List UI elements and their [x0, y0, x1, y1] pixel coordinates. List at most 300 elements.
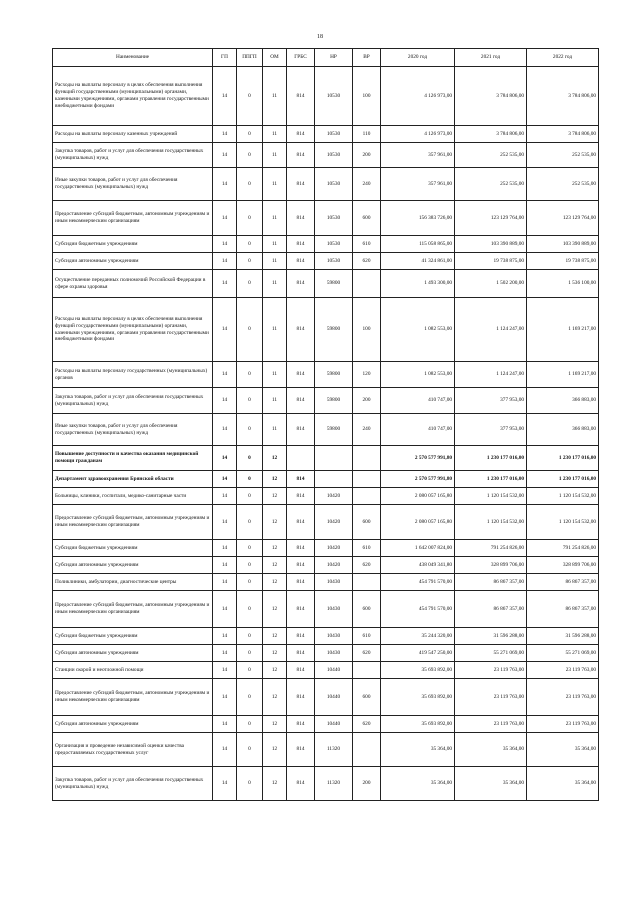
cell-vr: 600: [353, 505, 381, 540]
cell-2020: 115 058 865,00: [381, 236, 455, 253]
cell-om: 12: [263, 557, 287, 574]
cell-vr: [353, 471, 381, 488]
cell-2021: 1 502 200,00: [455, 270, 527, 298]
cell-2021: 23 119 763,00: [455, 679, 527, 716]
cell-2021: 123 129 764,00: [455, 201, 527, 236]
cell-grbs: 814: [287, 201, 315, 236]
cell-2021: 3 784 806,00: [455, 67, 527, 126]
table-row: [53, 201, 599, 236]
cell-ppgp: 0: [237, 270, 263, 298]
cell-2022: 252 535,00: [527, 143, 599, 168]
cell-2022: 366 883,00: [527, 388, 599, 414]
cell-name: Субсидии автономным учреждениям: [53, 557, 213, 574]
table-body: [53, 67, 599, 801]
cell-grbs: 814: [287, 716, 315, 733]
cell-name: Закупка товаров, работ и услуг для обеспечения государственных (муниципальных) нужд: [53, 388, 213, 414]
cell-vr: 620: [353, 645, 381, 662]
table-row: [53, 716, 599, 733]
cell-om: 11: [263, 253, 287, 270]
cell-2020: 35 364,00: [381, 767, 455, 801]
cell-grbs: 814: [287, 253, 315, 270]
cell-name: Иные закупки товаров, работ и услуг для обеспечения государственных (муниципальных) нужд: [53, 168, 213, 201]
col-header-2021: 2021 год: [455, 49, 527, 67]
col-header-2020: 2020 год: [381, 49, 455, 67]
cell-om: 12: [263, 767, 287, 801]
cell-2020: 4 126 973,00: [381, 126, 455, 143]
cell-om: 12: [263, 645, 287, 662]
cell-2020: 1 493 300,00: [381, 270, 455, 298]
cell-2020: 454 791 570,00: [381, 591, 455, 628]
cell-vr: 100: [353, 298, 381, 362]
cell-name: Организация и проведение независимой оценки качества предоставляемых государственных услуг: [53, 733, 213, 767]
cell-gp: 14: [213, 591, 237, 628]
cell-ppgp: 0: [237, 574, 263, 591]
cell-2022: 3 784 806,00: [527, 126, 599, 143]
cell-2021: 31 596 288,00: [455, 628, 527, 645]
cell-gp: 14: [213, 557, 237, 574]
cell-gp: 14: [213, 645, 237, 662]
cell-nr: 10430: [315, 591, 353, 628]
cell-2022: 123 129 764,00: [527, 201, 599, 236]
cell-2021: 86 867 357,00: [455, 591, 527, 628]
cell-om: 11: [263, 362, 287, 388]
cell-2021: 55 271 069,00: [455, 645, 527, 662]
cell-gp: 14: [213, 126, 237, 143]
cell-name: Закупка товаров, работ и услуг для обеспечения государственных (муниципальных) нужд: [53, 143, 213, 168]
cell-vr: 240: [353, 168, 381, 201]
table-row: [53, 388, 599, 414]
cell-2022: 35 364,00: [527, 767, 599, 801]
table-row: [53, 126, 599, 143]
cell-2020: 438 049 341,80: [381, 557, 455, 574]
table-row: [53, 505, 599, 540]
cell-ppgp: 0: [237, 414, 263, 446]
cell-vr: 610: [353, 236, 381, 253]
table-row: [53, 767, 599, 801]
table-row: [53, 540, 599, 557]
table-row: [53, 574, 599, 591]
cell-nr: 11320: [315, 733, 353, 767]
cell-om: 12: [263, 505, 287, 540]
cell-om: 11: [263, 143, 287, 168]
cell-vr: 600: [353, 679, 381, 716]
cell-om: 12: [263, 591, 287, 628]
cell-om: 12: [263, 662, 287, 679]
col-header-gp: ГП: [213, 49, 237, 67]
cell-gp: 14: [213, 201, 237, 236]
cell-name: Субсидии бюджетным учреждениям: [53, 236, 213, 253]
cell-ppgp: 0: [237, 557, 263, 574]
cell-name: Субсидии бюджетным учреждениям: [53, 540, 213, 557]
cell-ppgp: 0: [237, 446, 263, 471]
col-header-nr: НР: [315, 49, 353, 67]
cell-2020: 35 693 892,00: [381, 716, 455, 733]
cell-om: 11: [263, 388, 287, 414]
col-header-ppgp: ППГП: [237, 49, 263, 67]
table-row: [53, 298, 599, 362]
cell-2020: 2 570 577 991,80: [381, 446, 455, 471]
cell-grbs: 814: [287, 679, 315, 716]
cell-nr: 10530: [315, 236, 353, 253]
cell-om: 11: [263, 67, 287, 126]
cell-gp: 14: [213, 414, 237, 446]
cell-2021: 23 119 763,00: [455, 662, 527, 679]
budget-table: [52, 48, 599, 801]
cell-name: Субсидии автономным учреждениям: [53, 253, 213, 270]
cell-nr: 10440: [315, 716, 353, 733]
cell-om: 11: [263, 236, 287, 253]
cell-nr: 59800: [315, 270, 353, 298]
cell-gp: 14: [213, 298, 237, 362]
cell-2022: 1 230 177 016,00: [527, 446, 599, 471]
cell-2021: 1 124 247,00: [455, 298, 527, 362]
cell-gp: 14: [213, 270, 237, 298]
cell-2022: 35 364,00: [527, 733, 599, 767]
cell-grbs: 814: [287, 733, 315, 767]
cell-ppgp: 0: [237, 591, 263, 628]
cell-ppgp: 0: [237, 471, 263, 488]
cell-vr: 120: [353, 362, 381, 388]
cell-2021: 35 364,00: [455, 767, 527, 801]
cell-gp: 14: [213, 574, 237, 591]
cell-grbs: 814: [287, 645, 315, 662]
cell-2021: 23 119 763,00: [455, 716, 527, 733]
cell-2022: 3 784 806,00: [527, 67, 599, 126]
cell-name: Станции скорой и неотложной помощи: [53, 662, 213, 679]
cell-vr: 200: [353, 143, 381, 168]
cell-2022: 1 120 154 532,00: [527, 488, 599, 505]
cell-name: Иные закупки товаров, работ и услуг для обеспечения государственных (муниципальных) нужд: [53, 414, 213, 446]
cell-name: Субсидии автономным учреждениям: [53, 645, 213, 662]
cell-2021: 1 230 177 016,00: [455, 471, 527, 488]
cell-om: 12: [263, 733, 287, 767]
cell-grbs: 814: [287, 591, 315, 628]
cell-gp: 14: [213, 236, 237, 253]
cell-ppgp: 0: [237, 662, 263, 679]
table-row: [53, 253, 599, 270]
cell-nr: 10530: [315, 201, 353, 236]
cell-name: Предоставление субсидий бюджетным, автономным учреждениям и иным некоммерческим организациям: [53, 679, 213, 716]
cell-nr: 59800: [315, 388, 353, 414]
cell-nr: 10530: [315, 126, 353, 143]
cell-2021: 791 254 826,00: [455, 540, 527, 557]
cell-gp: 14: [213, 143, 237, 168]
col-header-vr: ВР: [353, 49, 381, 67]
cell-2021: 1 124 247,00: [455, 362, 527, 388]
cell-2022: 328 899 706,00: [527, 557, 599, 574]
cell-gp: 14: [213, 628, 237, 645]
table-header-row: [53, 49, 599, 67]
cell-2020: 2 570 577 991,80: [381, 471, 455, 488]
cell-om: 11: [263, 168, 287, 201]
cell-2022: 1 536 100,00: [527, 270, 599, 298]
cell-2020: 35 693 892,00: [381, 662, 455, 679]
cell-grbs: 814: [287, 414, 315, 446]
cell-2021: 328 899 706,00: [455, 557, 527, 574]
cell-vr: 240: [353, 414, 381, 446]
cell-vr: 110: [353, 126, 381, 143]
cell-2022: 1 169 217,00: [527, 298, 599, 362]
cell-nr: 11320: [315, 767, 353, 801]
cell-grbs: 814: [287, 298, 315, 362]
cell-ppgp: 0: [237, 488, 263, 505]
cell-2020: 419 547 250,00: [381, 645, 455, 662]
cell-vr: 200: [353, 388, 381, 414]
cell-gp: 14: [213, 540, 237, 557]
cell-2022: 103 390 889,00: [527, 236, 599, 253]
cell-2020: 454 791 570,00: [381, 574, 455, 591]
cell-ppgp: 0: [237, 628, 263, 645]
col-header-om: ОМ: [263, 49, 287, 67]
cell-2020: 2 080 057 165,80: [381, 488, 455, 505]
cell-2022: 86 867 357,00: [527, 591, 599, 628]
cell-gp: 14: [213, 488, 237, 505]
cell-nr: 59800: [315, 298, 353, 362]
cell-grbs: 814: [287, 67, 315, 126]
cell-2021: 252 535,00: [455, 168, 527, 201]
table-row: [53, 488, 599, 505]
cell-grbs: 814: [287, 236, 315, 253]
cell-nr: 10420: [315, 488, 353, 505]
cell-ppgp: 0: [237, 645, 263, 662]
cell-nr: 10440: [315, 662, 353, 679]
cell-2020: 2 080 057 165,80: [381, 505, 455, 540]
cell-2022: 31 596 288,00: [527, 628, 599, 645]
cell-ppgp: 0: [237, 168, 263, 201]
cell-2021: 35 364,00: [455, 733, 527, 767]
cell-grbs: 814: [287, 362, 315, 388]
cell-2022: 55 271 069,00: [527, 645, 599, 662]
cell-gp: 14: [213, 662, 237, 679]
cell-vr: 620: [353, 716, 381, 733]
cell-nr: 10530: [315, 253, 353, 270]
cell-grbs: 814: [287, 628, 315, 645]
cell-nr: 10440: [315, 679, 353, 716]
col-header-2022: 2022 год: [527, 49, 599, 67]
cell-name: Больницы, клиники, госпитали, медико-санитарные части: [53, 488, 213, 505]
cell-vr: 200: [353, 767, 381, 801]
cell-om: 12: [263, 679, 287, 716]
table-row: [53, 446, 599, 471]
cell-2020: 410 747,00: [381, 414, 455, 446]
cell-om: 11: [263, 270, 287, 298]
cell-2022: 1 169 217,00: [527, 362, 599, 388]
cell-gp: 14: [213, 505, 237, 540]
cell-2022: 19 738 875,00: [527, 253, 599, 270]
cell-vr: 610: [353, 628, 381, 645]
cell-2020: 357 961,00: [381, 168, 455, 201]
cell-nr: 10420: [315, 505, 353, 540]
cell-om: 12: [263, 574, 287, 591]
cell-ppgp: 0: [237, 67, 263, 126]
cell-grbs: 814: [287, 270, 315, 298]
cell-grbs: 814: [287, 388, 315, 414]
cell-grbs: 814: [287, 143, 315, 168]
cell-vr: [353, 270, 381, 298]
cell-vr: 620: [353, 253, 381, 270]
cell-nr: 10430: [315, 645, 353, 662]
cell-name: Субсидии автономным учреждениям: [53, 716, 213, 733]
cell-2020: 4 126 973,00: [381, 67, 455, 126]
cell-om: 12: [263, 446, 287, 471]
cell-2021: 252 535,00: [455, 143, 527, 168]
cell-2021: 103 390 889,00: [455, 236, 527, 253]
cell-ppgp: 0: [237, 767, 263, 801]
cell-vr: 600: [353, 201, 381, 236]
cell-ppgp: 0: [237, 362, 263, 388]
cell-nr: 10420: [315, 540, 353, 557]
cell-name: Расходы на выплаты персоналу казенных учреждений: [53, 126, 213, 143]
cell-2021: 1 120 154 532,00: [455, 505, 527, 540]
cell-gp: 14: [213, 388, 237, 414]
cell-om: 12: [263, 471, 287, 488]
table-row: [53, 679, 599, 716]
cell-name: Предоставление субсидий бюджетным, автономным учреждениям и иным некоммерческим организациям: [53, 505, 213, 540]
cell-name: Расходы на выплаты персоналу в целях обеспечения выполнения функций государственными (муниципальными) органами, казенными учреждениями, органами управления государственными внебюджетными фондами: [53, 298, 213, 362]
cell-2020: 357 961,00: [381, 143, 455, 168]
cell-om: 12: [263, 488, 287, 505]
cell-gp: 14: [213, 471, 237, 488]
cell-2020: 1 082 553,00: [381, 362, 455, 388]
table-row: [53, 143, 599, 168]
cell-name: Расходы на выплаты персоналу государственных (муниципальных) органов: [53, 362, 213, 388]
cell-2022: 1 230 177 016,00: [527, 471, 599, 488]
cell-gp: 14: [213, 716, 237, 733]
cell-vr: 610: [353, 540, 381, 557]
cell-2021: 377 953,00: [455, 388, 527, 414]
cell-nr: 10430: [315, 628, 353, 645]
cell-grbs: 814: [287, 471, 315, 488]
cell-nr: 59800: [315, 414, 353, 446]
cell-nr: 10530: [315, 67, 353, 126]
cell-ppgp: 0: [237, 733, 263, 767]
cell-2020: 41 324 861,00: [381, 253, 455, 270]
table-row: [53, 591, 599, 628]
cell-2021: 1 230 177 016,00: [455, 446, 527, 471]
cell-name: Закупка товаров, работ и услуг для обеспечения государственных (муниципальных) нужд: [53, 767, 213, 801]
cell-2022: 86 867 357,00: [527, 574, 599, 591]
table-row: [53, 168, 599, 201]
cell-grbs: 814: [287, 767, 315, 801]
cell-gp: 14: [213, 362, 237, 388]
cell-2022: 366 883,00: [527, 414, 599, 446]
table-row: [53, 662, 599, 679]
cell-ppgp: 0: [237, 236, 263, 253]
table-row: [53, 67, 599, 126]
cell-grbs: 814: [287, 662, 315, 679]
cell-ppgp: 0: [237, 298, 263, 362]
cell-vr: [353, 733, 381, 767]
cell-ppgp: 0: [237, 679, 263, 716]
cell-gp: 14: [213, 168, 237, 201]
cell-name: Предоставление субсидий бюджетным, автономным учреждениям и иным некоммерческим организациям: [53, 201, 213, 236]
cell-name: Повышение доступности и качества оказания медицинской помощи гражданам: [53, 446, 213, 471]
cell-2021: 3 784 806,00: [455, 126, 527, 143]
cell-vr: [353, 488, 381, 505]
cell-name: Осуществление переданных полномочий Российской Федерации в сфере охраны здоровья: [53, 270, 213, 298]
table-row: [53, 645, 599, 662]
cell-vr: 620: [353, 557, 381, 574]
cell-2022: 791 254 826,00: [527, 540, 599, 557]
cell-nr: [315, 446, 353, 471]
cell-name: Поликлиники, амбулатории, диагностические центры: [53, 574, 213, 591]
cell-grbs: 814: [287, 540, 315, 557]
cell-ppgp: 0: [237, 505, 263, 540]
cell-nr: 10530: [315, 143, 353, 168]
cell-vr: [353, 574, 381, 591]
cell-nr: 10420: [315, 557, 353, 574]
cell-2020: 1 642 007 824,00: [381, 540, 455, 557]
cell-gp: 14: [213, 446, 237, 471]
table-row: [53, 733, 599, 767]
cell-2020: 35 364,00: [381, 733, 455, 767]
table-row: [53, 236, 599, 253]
cell-vr: 100: [353, 67, 381, 126]
cell-om: 12: [263, 716, 287, 733]
cell-ppgp: 0: [237, 716, 263, 733]
cell-vr: [353, 446, 381, 471]
cell-gp: 14: [213, 67, 237, 126]
cell-2020: 156 383 726,00: [381, 201, 455, 236]
cell-nr: 59800: [315, 362, 353, 388]
cell-ppgp: 0: [237, 253, 263, 270]
cell-2020: 35 693 892,00: [381, 679, 455, 716]
cell-nr: 10530: [315, 168, 353, 201]
cell-2021: 19 738 875,00: [455, 253, 527, 270]
cell-grbs: 814: [287, 488, 315, 505]
cell-2022: 23 119 763,00: [527, 662, 599, 679]
cell-2020: 410 747,00: [381, 388, 455, 414]
cell-name: Департамент здравоохранения Брянской области: [53, 471, 213, 488]
cell-2021: 86 867 357,00: [455, 574, 527, 591]
cell-ppgp: 0: [237, 540, 263, 557]
cell-om: 12: [263, 628, 287, 645]
cell-grbs: 814: [287, 574, 315, 591]
cell-name: Расходы на выплаты персоналу в целях обеспечения выполнения функций государственными (муниципальными) органами, казенными учреждениями, органами управления государственными внебюджетными фондами: [53, 67, 213, 126]
cell-2021: 1 120 154 532,00: [455, 488, 527, 505]
cell-2022: 23 119 763,00: [527, 716, 599, 733]
cell-ppgp: 0: [237, 201, 263, 236]
cell-vr: [353, 662, 381, 679]
cell-ppgp: 0: [237, 388, 263, 414]
cell-2020: 1 082 553,00: [381, 298, 455, 362]
table-row: [53, 557, 599, 574]
cell-ppgp: 0: [237, 126, 263, 143]
cell-2022: 1 120 154 532,00: [527, 505, 599, 540]
cell-om: 11: [263, 201, 287, 236]
cell-nr: [315, 471, 353, 488]
col-header-grbs: ГРБС: [287, 49, 315, 67]
cell-om: 11: [263, 414, 287, 446]
table-row: [53, 362, 599, 388]
cell-2021: 377 953,00: [455, 414, 527, 446]
table-row: [53, 414, 599, 446]
table-row: [53, 270, 599, 298]
page-number: 18: [317, 34, 323, 40]
table-row: [53, 628, 599, 645]
cell-om: 11: [263, 298, 287, 362]
cell-grbs: [287, 446, 315, 471]
cell-name: Предоставление субсидий бюджетным, автономным учреждениям и иным некоммерческим организациям: [53, 591, 213, 628]
cell-gp: 14: [213, 253, 237, 270]
cell-om: 12: [263, 540, 287, 557]
cell-2022: 252 535,00: [527, 168, 599, 201]
cell-2020: 35 244 320,00: [381, 628, 455, 645]
cell-vr: 600: [353, 591, 381, 628]
cell-grbs: 814: [287, 505, 315, 540]
cell-gp: 14: [213, 679, 237, 716]
cell-ppgp: 0: [237, 143, 263, 168]
